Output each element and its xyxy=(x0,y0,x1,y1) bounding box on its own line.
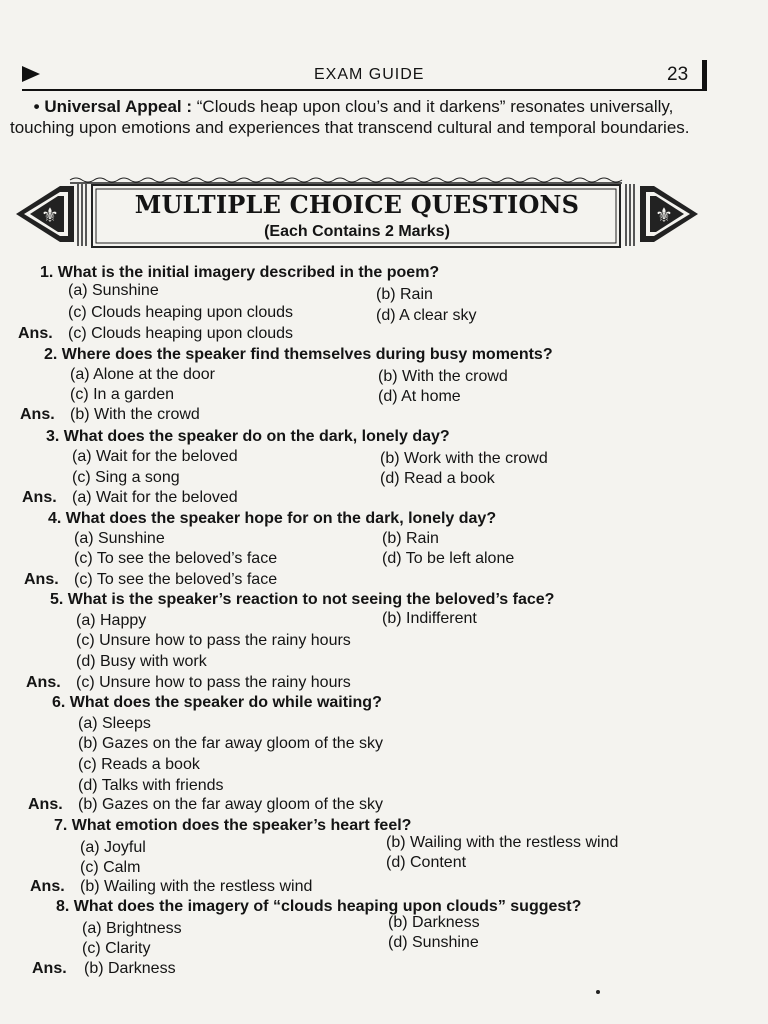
answer-label: Ans. xyxy=(24,571,59,588)
answer-text: (b) Wailing with the restless wind xyxy=(80,878,313,895)
question-text: Where does the speaker find themselves during busy moments? xyxy=(61,346,553,363)
question-text: What does the speaker hope for on the dark, lonely day? xyxy=(65,510,497,527)
universal-appeal-text: “Clouds heap upon clou’s and it darkens” resonates universally, touching upon emotions and experiences that transcend cultural and temporal boundaries. xyxy=(10,97,690,137)
universal-appeal-label: Universal Appeal : xyxy=(44,97,193,116)
option: (b) Gazes on the far away gloom of the sky xyxy=(78,735,384,752)
answer-text: (a) Wait for the beloved xyxy=(72,489,238,506)
left-fleur-de-lis-icon xyxy=(16,186,74,242)
answer-text: (c) Clouds heaping upon clouds xyxy=(68,325,294,342)
option: (c) Calm xyxy=(80,859,141,876)
option: (d) At home xyxy=(378,388,461,405)
option: (d) To be left alone xyxy=(382,550,515,567)
option: (c) To see the beloved’s face xyxy=(74,550,278,567)
running-header-title: EXAM GUIDE xyxy=(314,66,425,83)
option: (c) Sing a song xyxy=(72,469,180,486)
option: (c) Reads a book xyxy=(78,756,200,773)
option: (a) Brightness xyxy=(82,920,182,937)
question-number: 6. What does the speaker do while waiting? xyxy=(52,694,382,711)
right-fleur-de-lis-icon xyxy=(640,186,698,242)
answer-label: Ans. xyxy=(22,489,57,506)
question-text: What does the imagery of “clouds heaping upon clouds” suggest? xyxy=(73,898,582,915)
option: (a) Alone at the door xyxy=(70,366,215,383)
option: (d) Read a book xyxy=(380,470,495,487)
option: (d) Sunshine xyxy=(388,934,479,951)
option: (c) Unsure how to pass the rainy hours xyxy=(76,632,351,649)
option: (c) Clouds heaping upon clouds xyxy=(68,304,294,321)
question-text: What does the speaker do while waiting? xyxy=(69,694,382,711)
answer-label: Ans. xyxy=(28,796,63,813)
bullet: • xyxy=(33,97,40,116)
option: (b) Wailing with the restless wind xyxy=(386,834,619,851)
option: (a) Happy xyxy=(76,612,147,629)
option: (b) Rain xyxy=(382,530,439,547)
header-bar xyxy=(702,60,707,91)
answer-label: Ans. xyxy=(32,960,67,977)
option: (b) Indifferent xyxy=(382,610,477,627)
option: (a) Joyful xyxy=(80,839,146,856)
section-banner xyxy=(14,176,700,252)
option: (b) Darkness xyxy=(388,914,480,931)
question-text: What is the initial imagery described in the poem? xyxy=(57,264,440,281)
section-title: MULTIPLE CHOICE QUESTIONS xyxy=(134,190,580,219)
universal-appeal-paragraph xyxy=(10,96,700,138)
option: (a) Wait for the beloved xyxy=(72,448,238,465)
option: (c) In a garden xyxy=(70,386,175,403)
question-text: What is the speaker’s reaction to not seeing the beloved’s face? xyxy=(67,591,555,608)
option: (a) Sleeps xyxy=(78,715,151,732)
question-number: 1. What is the initial imagery described in the poem? xyxy=(40,264,440,281)
option: (d) Busy with work xyxy=(76,653,207,670)
answer-label: Ans. xyxy=(26,674,61,691)
question-text: What emotion does the speaker’s heart feel? xyxy=(71,817,412,834)
svg-text:⚜: ⚜ xyxy=(41,203,59,227)
option: (b) Rain xyxy=(376,286,433,303)
answer-text: (c) To see the beloved’s face xyxy=(74,571,278,588)
header-arrow-icon xyxy=(22,66,40,82)
header-rule xyxy=(22,89,706,91)
print-speck xyxy=(596,990,600,994)
question-number: 8. What does the imagery of “clouds heaping upon clouds” suggest? xyxy=(56,898,582,915)
section-subtitle: (Each Contains 2 Marks) xyxy=(264,223,450,240)
option: (b) With the crowd xyxy=(378,368,508,385)
option: (b) Work with the crowd xyxy=(380,450,548,467)
answer-text: (b) Gazes on the far away gloom of the sky xyxy=(78,796,384,813)
option: (a) Sunshine xyxy=(74,530,165,547)
answer-text: (c) Unsure how to pass the rainy hours xyxy=(76,674,351,691)
option: (a) Sunshine xyxy=(68,282,159,299)
answer-label: Ans. xyxy=(20,406,55,423)
question-number: 3. What does the speaker do on the dark, lonely day? xyxy=(46,428,450,445)
page-number: 23 xyxy=(667,64,689,85)
option: (d) Content xyxy=(386,854,467,871)
question-number: 7. What emotion does the speaker’s heart feel? xyxy=(54,817,412,834)
question-number: 2. Where does the speaker find themselves during busy moments? xyxy=(44,346,553,363)
answer-label: Ans. xyxy=(18,325,53,342)
question-number: 5. What is the speaker’s reaction to not seeing the beloved’s face? xyxy=(50,591,555,608)
option: (d) Talks with friends xyxy=(78,777,224,794)
option: (c) Clarity xyxy=(82,940,151,957)
answer-text: (b) Darkness xyxy=(84,960,176,977)
question-number: 4. What does the speaker hope for on the dark, lonely day? xyxy=(48,510,497,527)
answer-label: Ans. xyxy=(30,878,65,895)
question-text: What does the speaker do on the dark, lonely day? xyxy=(63,428,450,445)
banner-fringe xyxy=(70,178,622,183)
option: (d) A clear sky xyxy=(376,307,477,324)
answer-text: (b) With the crowd xyxy=(70,406,200,423)
svg-text:⚜: ⚜ xyxy=(655,203,673,227)
